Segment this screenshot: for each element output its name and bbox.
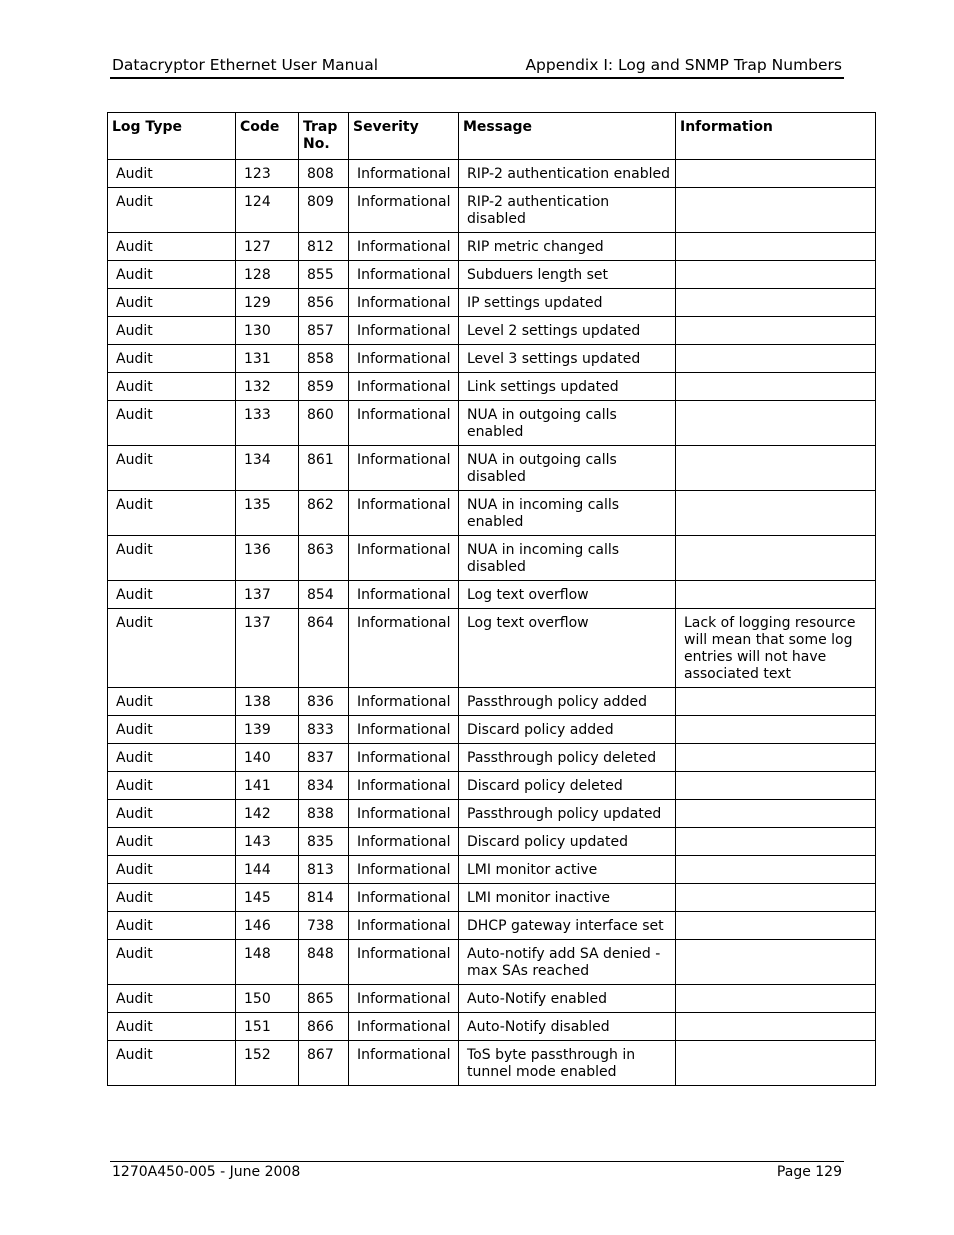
cell-information xyxy=(676,345,876,373)
table-row xyxy=(108,188,876,233)
cell-trap-no: 814 xyxy=(299,884,349,912)
cell-message: RIP-2 authentication disabled xyxy=(459,188,676,233)
cell-log-type: Audit xyxy=(108,856,236,884)
cell-message: Level 3 settings updated xyxy=(459,345,676,373)
document-number: 1270A450-005 - June 2008 xyxy=(112,1164,301,1180)
log-trap-table xyxy=(107,112,876,1086)
cell-log-type: Audit xyxy=(108,688,236,716)
cell-message: NUA in outgoing calls enabled xyxy=(459,401,676,446)
cell-information xyxy=(676,317,876,345)
table-row xyxy=(108,884,876,912)
cell-message: Passthrough policy added xyxy=(459,688,676,716)
cell-log-type: Audit xyxy=(108,261,236,289)
cell-severity: Informational xyxy=(349,985,459,1013)
cell-message: Log text overflow xyxy=(459,581,676,609)
cell-trap-no: 836 xyxy=(299,688,349,716)
cell-log-type: Audit xyxy=(108,985,236,1013)
cell-log-type: Audit xyxy=(108,716,236,744)
col-header-information: Information xyxy=(676,113,876,160)
cell-trap-no: 808 xyxy=(299,160,349,188)
cell-information xyxy=(676,912,876,940)
cell-information xyxy=(676,446,876,491)
cell-information xyxy=(676,940,876,985)
cell-severity: Informational xyxy=(349,772,459,800)
cell-message: Level 2 settings updated xyxy=(459,317,676,345)
cell-message: Passthrough policy updated xyxy=(459,800,676,828)
cell-trap-no: 834 xyxy=(299,772,349,800)
cell-log-type: Audit xyxy=(108,581,236,609)
cell-information xyxy=(676,985,876,1013)
cell-information xyxy=(676,716,876,744)
cell-log-type: Audit xyxy=(108,828,236,856)
page-number: Page 129 xyxy=(776,1164,842,1180)
cell-log-type: Audit xyxy=(108,317,236,345)
cell-information: Lack of logging resource will mean that some log entries will not have associated text xyxy=(676,609,876,688)
manual-title: Datacryptor Ethernet User Manual xyxy=(112,56,379,74)
table-row xyxy=(108,912,876,940)
cell-trap-no: 838 xyxy=(299,800,349,828)
cell-severity: Informational xyxy=(349,345,459,373)
cell-code: 135 xyxy=(236,491,299,536)
cell-message: Passthrough policy deleted xyxy=(459,744,676,772)
cell-code: 140 xyxy=(236,744,299,772)
cell-information xyxy=(676,289,876,317)
cell-trap-no: 859 xyxy=(299,373,349,401)
table-row xyxy=(108,609,876,688)
cell-log-type: Audit xyxy=(108,373,236,401)
section-title: Appendix I: Log and SNMP Trap Numbers xyxy=(525,56,842,74)
cell-message: Log text overflow xyxy=(459,609,676,688)
cell-severity: Informational xyxy=(349,401,459,446)
cell-log-type: Audit xyxy=(108,1013,236,1041)
cell-information xyxy=(676,1041,876,1086)
table-row xyxy=(108,536,876,581)
cell-message: Subduers length set xyxy=(459,261,676,289)
cell-message: LMI monitor inactive xyxy=(459,884,676,912)
cell-code: 134 xyxy=(236,446,299,491)
cell-trap-no: 856 xyxy=(299,289,349,317)
page-footer xyxy=(110,1161,844,1180)
table-row xyxy=(108,1013,876,1041)
cell-trap-no: 835 xyxy=(299,828,349,856)
cell-log-type: Audit xyxy=(108,536,236,581)
cell-severity: Informational xyxy=(349,828,459,856)
cell-severity: Informational xyxy=(349,491,459,536)
cell-severity: Informational xyxy=(349,160,459,188)
col-header-code: Code xyxy=(236,113,299,160)
cell-code: 127 xyxy=(236,233,299,261)
table-row xyxy=(108,800,876,828)
cell-log-type: Audit xyxy=(108,233,236,261)
cell-severity: Informational xyxy=(349,446,459,491)
cell-message: RIP-2 authentication enabled xyxy=(459,160,676,188)
cell-log-type: Audit xyxy=(108,401,236,446)
table-row xyxy=(108,317,876,345)
cell-severity: Informational xyxy=(349,609,459,688)
cell-code: 128 xyxy=(236,261,299,289)
cell-severity: Informational xyxy=(349,800,459,828)
cell-severity: Informational xyxy=(349,1041,459,1086)
cell-message: NUA in outgoing calls disabled xyxy=(459,446,676,491)
cell-log-type: Audit xyxy=(108,160,236,188)
cell-severity: Informational xyxy=(349,856,459,884)
cell-severity: Informational xyxy=(349,884,459,912)
cell-code: 143 xyxy=(236,828,299,856)
cell-severity: Informational xyxy=(349,373,459,401)
table-row xyxy=(108,160,876,188)
cell-log-type: Audit xyxy=(108,940,236,985)
cell-trap-no: 738 xyxy=(299,912,349,940)
cell-code: 136 xyxy=(236,536,299,581)
cell-severity: Informational xyxy=(349,317,459,345)
cell-log-type: Audit xyxy=(108,446,236,491)
cell-trap-no: 855 xyxy=(299,261,349,289)
cell-log-type: Audit xyxy=(108,884,236,912)
cell-code: 151 xyxy=(236,1013,299,1041)
cell-severity: Informational xyxy=(349,581,459,609)
cell-code: 141 xyxy=(236,772,299,800)
cell-trap-no: 848 xyxy=(299,940,349,985)
table-row xyxy=(108,373,876,401)
cell-information xyxy=(676,884,876,912)
cell-log-type: Audit xyxy=(108,491,236,536)
cell-trap-no: 863 xyxy=(299,536,349,581)
cell-trap-no: 862 xyxy=(299,491,349,536)
table-row xyxy=(108,261,876,289)
cell-message: IP settings updated xyxy=(459,289,676,317)
cell-code: 139 xyxy=(236,716,299,744)
page-header xyxy=(110,56,844,79)
cell-information xyxy=(676,491,876,536)
cell-severity: Informational xyxy=(349,289,459,317)
cell-code: 131 xyxy=(236,345,299,373)
cell-message: Discard policy deleted xyxy=(459,772,676,800)
cell-log-type: Audit xyxy=(108,1041,236,1086)
table-row xyxy=(108,233,876,261)
table-row xyxy=(108,688,876,716)
cell-code: 130 xyxy=(236,317,299,345)
table-row xyxy=(108,856,876,884)
cell-log-type: Audit xyxy=(108,345,236,373)
cell-code: 152 xyxy=(236,1041,299,1086)
table-row xyxy=(108,289,876,317)
table-row xyxy=(108,716,876,744)
cell-information xyxy=(676,800,876,828)
cell-information xyxy=(676,856,876,884)
cell-trap-no: 865 xyxy=(299,985,349,1013)
cell-message: Discard policy added xyxy=(459,716,676,744)
cell-information xyxy=(676,772,876,800)
cell-message: ToS byte passthrough in tunnel mode enabled xyxy=(459,1041,676,1086)
cell-message: Auto-notify add SA denied - max SAs reached xyxy=(459,940,676,985)
cell-message: Auto-Notify enabled xyxy=(459,985,676,1013)
cell-severity: Informational xyxy=(349,716,459,744)
cell-information xyxy=(676,261,876,289)
cell-message: NUA in incoming calls disabled xyxy=(459,536,676,581)
table-row xyxy=(108,345,876,373)
cell-information xyxy=(676,188,876,233)
cell-log-type: Audit xyxy=(108,800,236,828)
cell-severity: Informational xyxy=(349,688,459,716)
col-header-log-type: Log Type xyxy=(108,113,236,160)
cell-log-type: Audit xyxy=(108,188,236,233)
cell-message: LMI monitor active xyxy=(459,856,676,884)
cell-code: 129 xyxy=(236,289,299,317)
cell-message: NUA in incoming calls enabled xyxy=(459,491,676,536)
table-body xyxy=(108,160,876,1086)
cell-code: 146 xyxy=(236,912,299,940)
col-header-message: Message xyxy=(459,113,676,160)
cell-code: 133 xyxy=(236,401,299,446)
cell-information xyxy=(676,828,876,856)
cell-information xyxy=(676,581,876,609)
cell-information xyxy=(676,373,876,401)
cell-message: DHCP gateway interface set xyxy=(459,912,676,940)
table-row xyxy=(108,581,876,609)
cell-trap-no: 866 xyxy=(299,1013,349,1041)
cell-severity: Informational xyxy=(349,940,459,985)
cell-log-type: Audit xyxy=(108,772,236,800)
cell-log-type: Audit xyxy=(108,289,236,317)
cell-severity: Informational xyxy=(349,188,459,233)
cell-code: 150 xyxy=(236,985,299,1013)
cell-message: Link settings updated xyxy=(459,373,676,401)
table-row xyxy=(108,744,876,772)
cell-code: 144 xyxy=(236,856,299,884)
table-row xyxy=(108,1041,876,1086)
cell-code: 137 xyxy=(236,581,299,609)
cell-code: 142 xyxy=(236,800,299,828)
cell-log-type: Audit xyxy=(108,609,236,688)
cell-trap-no: 833 xyxy=(299,716,349,744)
cell-information xyxy=(676,233,876,261)
table-row xyxy=(108,828,876,856)
cell-information xyxy=(676,688,876,716)
table-row xyxy=(108,446,876,491)
cell-trap-no: 861 xyxy=(299,446,349,491)
cell-log-type: Audit xyxy=(108,744,236,772)
cell-message: Discard policy updated xyxy=(459,828,676,856)
col-header-trap-no: Trap No. xyxy=(299,113,349,160)
cell-severity: Informational xyxy=(349,536,459,581)
table-row xyxy=(108,940,876,985)
cell-trap-no: 837 xyxy=(299,744,349,772)
cell-log-type: Audit xyxy=(108,912,236,940)
cell-trap-no: 854 xyxy=(299,581,349,609)
cell-trap-no: 864 xyxy=(299,609,349,688)
cell-trap-no: 860 xyxy=(299,401,349,446)
cell-information xyxy=(676,536,876,581)
cell-severity: Informational xyxy=(349,744,459,772)
cell-information xyxy=(676,160,876,188)
cell-code: 132 xyxy=(236,373,299,401)
cell-trap-no: 809 xyxy=(299,188,349,233)
cell-information xyxy=(676,401,876,446)
table-row xyxy=(108,401,876,446)
cell-severity: Informational xyxy=(349,261,459,289)
cell-code: 148 xyxy=(236,940,299,985)
cell-message: Auto-Notify disabled xyxy=(459,1013,676,1041)
cell-trap-no: 812 xyxy=(299,233,349,261)
cell-code: 138 xyxy=(236,688,299,716)
cell-information xyxy=(676,1013,876,1041)
table-row xyxy=(108,985,876,1013)
col-header-severity: Severity xyxy=(349,113,459,160)
cell-trap-no: 813 xyxy=(299,856,349,884)
cell-code: 124 xyxy=(236,188,299,233)
cell-severity: Informational xyxy=(349,233,459,261)
table-row xyxy=(108,491,876,536)
table-row xyxy=(108,772,876,800)
table-header-row xyxy=(108,113,876,160)
cell-information xyxy=(676,744,876,772)
cell-trap-no: 857 xyxy=(299,317,349,345)
cell-code: 123 xyxy=(236,160,299,188)
cell-trap-no: 858 xyxy=(299,345,349,373)
cell-severity: Informational xyxy=(349,912,459,940)
cell-severity: Informational xyxy=(349,1013,459,1041)
cell-code: 137 xyxy=(236,609,299,688)
cell-code: 145 xyxy=(236,884,299,912)
cell-trap-no: 867 xyxy=(299,1041,349,1086)
cell-message: RIP metric changed xyxy=(459,233,676,261)
